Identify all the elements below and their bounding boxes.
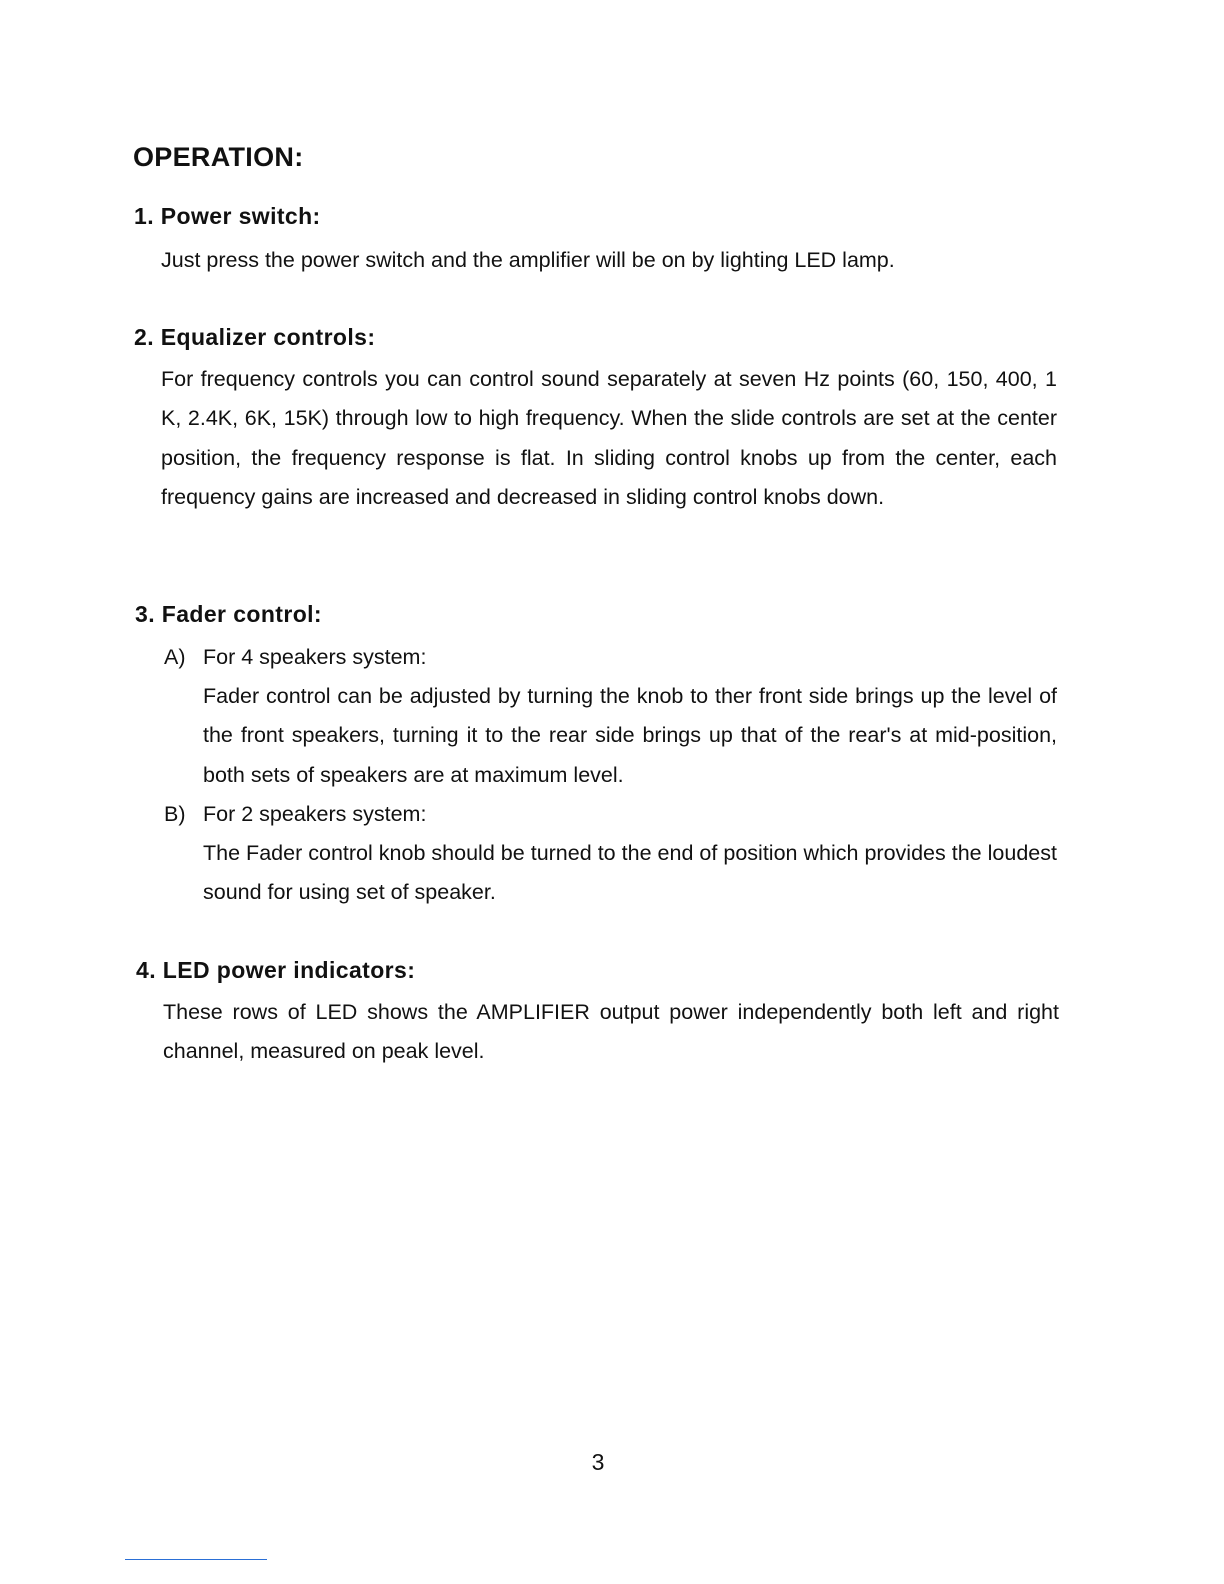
page-number: 3 (591, 1449, 605, 1475)
fader-item-b-body: The Fader control knob should be turned to the end of position which provides the loudest sound for using set of speaker. (203, 841, 1057, 905)
section-heading-equalizer-controls: 2. Equalizer controls: (134, 324, 376, 350)
section-body-power-switch: Just press the power switch and the amplifier will be on by lighting LED lamp. (161, 248, 895, 272)
fader-item-a-marker: A) (164, 645, 186, 669)
fader-item-a-body: Fader control can be adjusted by turning the knob to ther front side brings up the level of the front speakers, turning it to the rear side brings up that of the rear's at mid-position, both sets of speakers are at maximum level. (203, 684, 1057, 787)
footer-rule (125, 1559, 267, 1560)
section-heading-fader-control: 3. Fader control: (135, 601, 322, 627)
section-heading-power-switch: 1. Power switch: (134, 203, 321, 229)
section-heading-led-power-indicators: 4. LED power indicators: (136, 957, 416, 983)
section-body-equalizer-controls: For frequency controls you can control sound separately at seven Hz points (60, 150, 400, 1 K, 2.4K, 6K, 15K) through low to high frequency. When the slide controls are set at the center position, the frequency response is flat. In sliding control knobs up from the center, each frequency gains are increased and decreased in sliding control knobs down. (161, 367, 1057, 509)
section-body-led-power-indicators: These rows of LED shows the AMPLIFIER output power independently both left and right channel, measured on peak level. (163, 1000, 1059, 1064)
fader-item-b-marker: B) (164, 802, 186, 826)
fader-item-b-label: For 2 speakers system: (203, 802, 427, 826)
fader-item-a-label: For 4 speakers system: (203, 645, 427, 669)
page-title: OPERATION: (133, 142, 304, 172)
